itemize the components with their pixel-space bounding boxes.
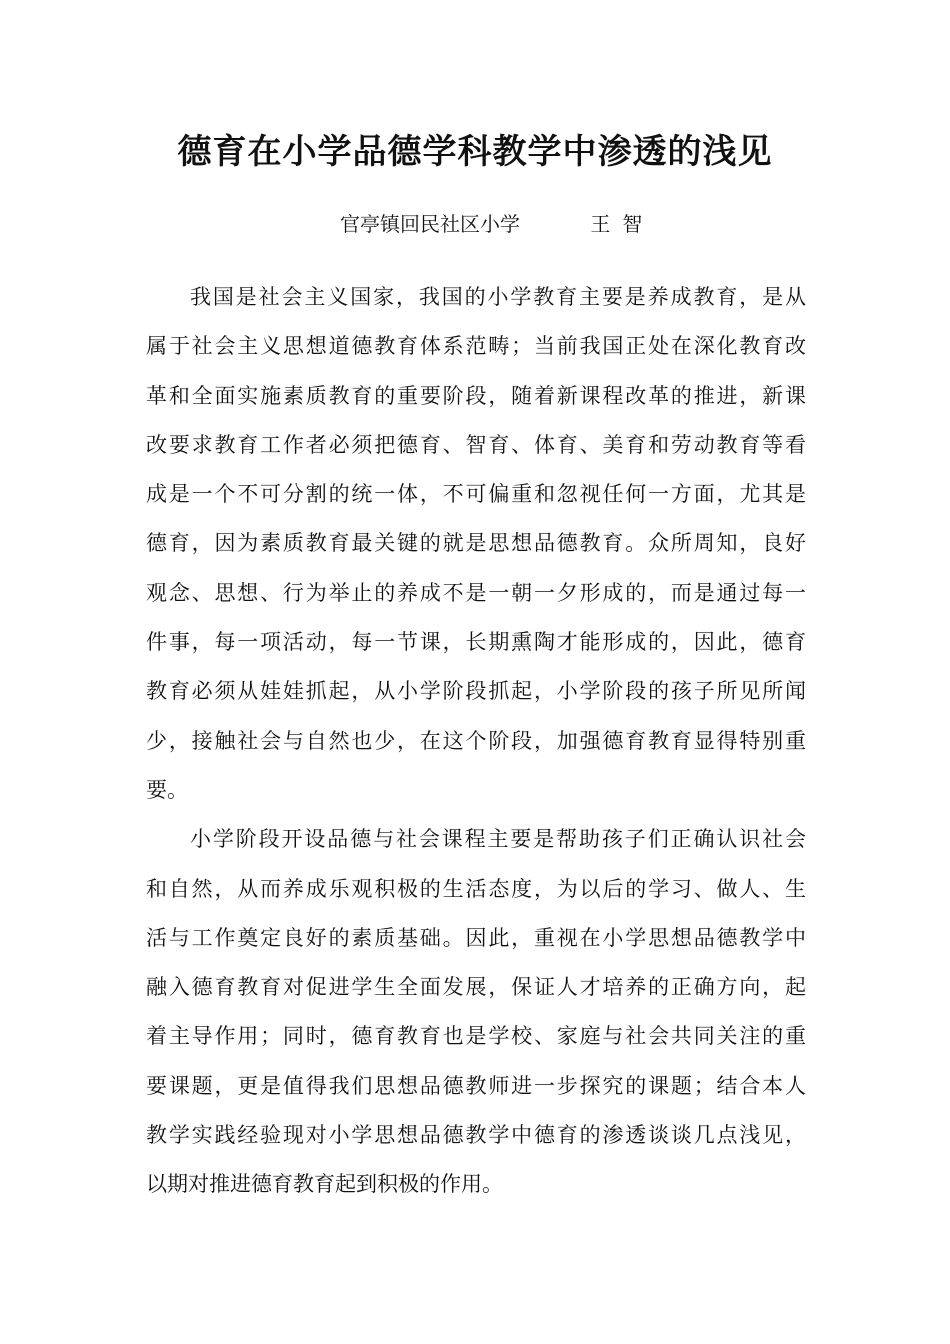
paragraph-line: 德育，因为素质教育最关键的就是思想品德教育。众所周知，良好 (146, 531, 806, 556)
paragraph-line: 我国是社会主义国家，我国的小学教育主要是养成教育，是从 (190, 285, 806, 309)
paragraph-2 (146, 815, 806, 1209)
paragraph-1 (146, 273, 806, 815)
author-name: 王智 (590, 212, 655, 236)
document-title: 德育在小学品德学科教学中渗透的浅见 (177, 132, 773, 172)
paragraph-line: 革和全面实施素质教育的重要阶段，随着新课程改革的推进，新课 (146, 383, 806, 408)
paragraph-line: 教学实践经验现对小学思想品德教学中德育的渗透谈谈几点浅见， (146, 1123, 806, 1148)
byline (340, 208, 654, 240)
paragraph-line: 教育必须从娃娃抓起，从小学阶段抓起，小学阶段的孩子所见所闻 (146, 679, 806, 704)
paragraph-line: 少，接触社会与自然也少，在这个阶段，加强德育教育显得特别重 (146, 728, 806, 753)
paragraph-line: 小学阶段开设品德与社会课程主要是帮助孩子们正确认识社会 (190, 827, 806, 852)
paragraph-line: 要。 (146, 777, 188, 802)
paragraph-line: 要课题，更是值得我们思想品德教师进一步探究的课题；结合本人 (146, 1073, 806, 1098)
paragraph-line: 活与工作奠定良好的素质基础。因此，重视在小学思想品德教学中 (146, 925, 806, 950)
document-body (146, 273, 806, 1210)
paragraph-line: 融入德育教育对促进学生全面发展，保证人才培养的正确方向，起 (146, 975, 806, 1000)
paragraph-line: 着主导作用；同时，德育教育也是学校、家庭与社会共同关注的重 (146, 1024, 806, 1049)
paragraph-line: 件事，每一项活动，每一节课，长期熏陶才能形成的，因此，德育 (146, 630, 806, 655)
paragraph-line: 成是一个不可分割的统一体，不可偏重和忽视任何一方面，尤其是 (146, 482, 806, 507)
paragraph-line: 属于社会主义思想道德教育体系范畴；当前我国正处在深化教育改 (146, 334, 806, 359)
paragraph-line: 改要求教育工作者必须把德育、智育、体育、美育和劳动教育等看 (146, 432, 806, 457)
paragraph-line: 和自然，从而养成乐观积极的生活态度，为以后的学习、做人、生 (146, 876, 806, 901)
paragraph-line: 以期对推进德育教育起到积极的作用。 (146, 1172, 503, 1197)
paragraph-line: 观念、思想、行为举止的养成不是一朝一夕形成的，而是通过每一 (146, 580, 806, 605)
author-school: 官亭镇回民社区小学 (340, 212, 520, 236)
